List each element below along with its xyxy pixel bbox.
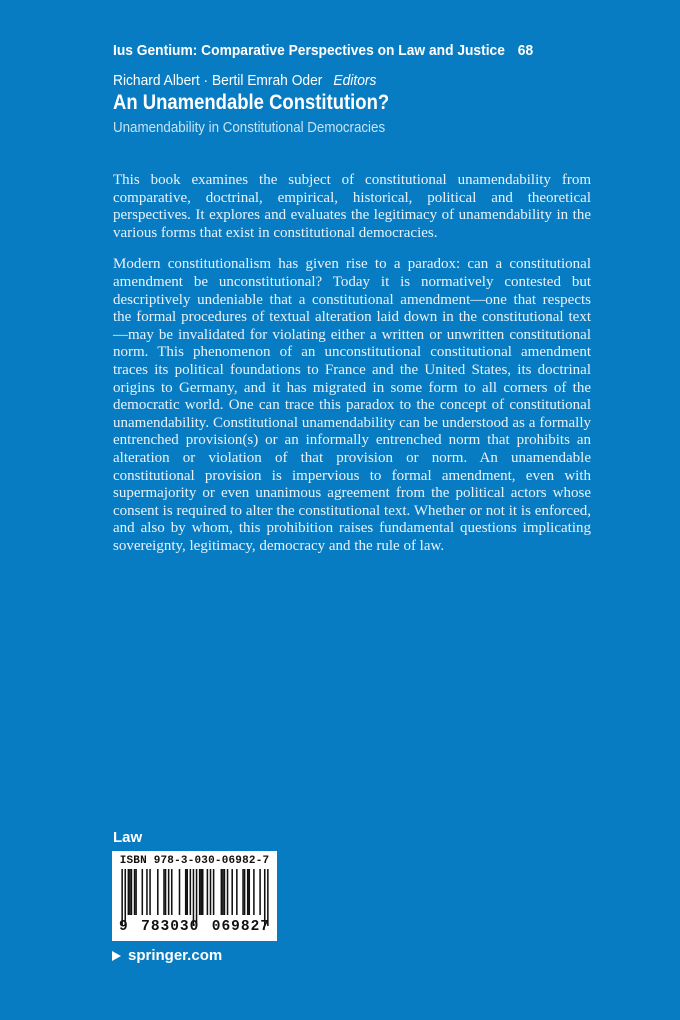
publisher-line (112, 947, 222, 964)
book-subtitle: Unamendability in Constitutional Democracies (113, 120, 386, 136)
series-volume: 68 (517, 42, 534, 59)
book-title: An Unamendable Constitution? (113, 91, 390, 114)
isbn-panel (112, 851, 277, 941)
isbn-digit-group: 9 (119, 919, 129, 935)
editors-line (113, 72, 376, 89)
springer-arrow-icon (112, 951, 121, 961)
isbn-digit-group: 069827 (211, 919, 270, 935)
series-title: Ius Gentium: Comparative Perspectives on Law and Justice (113, 42, 505, 59)
blurb-paragraph-1: This book examines the subject of constitutional unamendability from comparative, doctrinal, empirical, historical, political and theoretical perspectives. It explores and evaluates the legitimacy of unamendability in the various forms that exist in constitutional democracies. (113, 172, 591, 241)
blurb-paragraph-2: Modern constitutionalism has given rise to a paradox: can a constitutional amendment be unconstitutional? Today it is normatively contested but descriptively undeniable that a constitutional amendment—one that respects the formal procedures of textual alteration laid down in the constitutional text—may be invalidated for violating either a written or unwritten constitutional norm. This phenomenon of an unconstitutional constitutional amendment traces its political foundations to France and the United States, its doctrinal origins to Germany, and it has migrated in some form to all corners of the democratic world. One can trace this paradox to the concept of constitutional unamendability. Constitutional unamendability can be understood as a formally entrenched provision(s) or an informally entrenched norm that prohibits an alteration or violation of that provision or norm. An unamendable constitutional provision is impervious to formal amendment, even with supermajority or even unanimous agreement from the political actors whose consent is required to alter the constitutional text. Whether or not it is enforced, and also by whom, this prohibition raises fundamental questions implicating sovereignty, legitimacy, democracy and the rule of law. (113, 256, 591, 554)
isbn-digit-group: 783030 (141, 919, 200, 935)
series-line (113, 42, 533, 59)
isbn-digits (119, 919, 270, 935)
category-label: Law (113, 829, 143, 846)
isbn-label: ISBN 978-3-030-06982-7 (119, 855, 270, 867)
back-cover-blurb (113, 172, 591, 569)
editor-names: Richard Albert · Bertil Emrah Oder (113, 72, 323, 89)
editors-role-label: Editors (333, 72, 377, 89)
isbn-barcode-icon (121, 869, 269, 926)
springer-domain: springer.com (128, 947, 223, 964)
